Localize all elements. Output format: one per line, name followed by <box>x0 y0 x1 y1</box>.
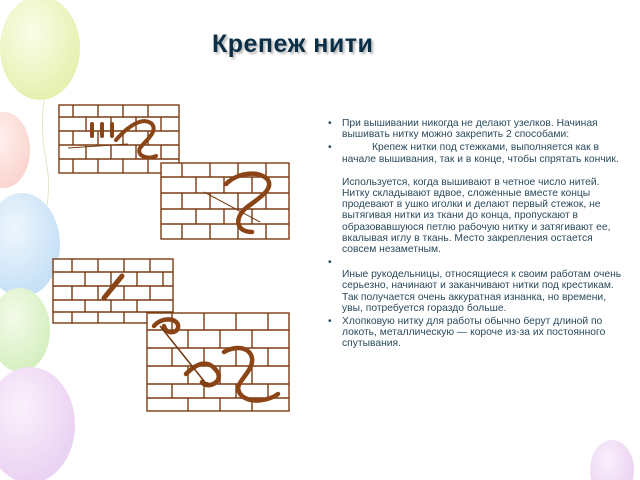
balloon-icon <box>0 288 50 372</box>
slide-title: Крепеж нити <box>212 30 374 58</box>
list-item <box>328 316 624 350</box>
weave-illustration-icon <box>146 312 290 412</box>
bullet-list <box>328 118 624 350</box>
bullet-text: • Хлопковую нитку для работы обычно берут длиной по локоть, металлическую — короче из-за их постоянного спутывания. <box>342 316 606 350</box>
balloon-icon <box>0 367 75 480</box>
balloon-icon <box>0 112 30 188</box>
list-item <box>328 142 624 255</box>
balloon-icon <box>590 440 634 480</box>
list-item <box>328 257 624 314</box>
bullet-text: • Крепеж нитки под стежками, выполняется как в начале вышивания, так и в конце, чтобы спрятать кончик. <box>342 142 619 165</box>
slide-body <box>328 118 624 352</box>
bullet-text: Используется, когда вышивают в четное число нитей. Нитку складывают вдвое, сложенные вместе концы продевают в ушко иголки и делают первый стежок, не вытягивая нитки из ткани до конца, пропускают в образовавшуюся петлю рабочую нитку и затягивают ее, вкалывая иглу в ткань. Место закрепления остается совсем незаметным. <box>342 176 611 256</box>
weave-illustration-icon <box>160 162 290 240</box>
bullet-text: • Иные рукодельницы, относящиеся к своим работам очень серьезно, начинают и заканчивают нитки под крестикам. Так получается очень аккуратная изнанка, но времени, увы, потребуется гораздо больше. <box>342 269 622 314</box>
list-item <box>328 118 624 140</box>
bullet-text: • При вышивании никогда не делают узелков. Начиная вышивать нитку можно закрепить 2 способами: <box>342 118 598 141</box>
